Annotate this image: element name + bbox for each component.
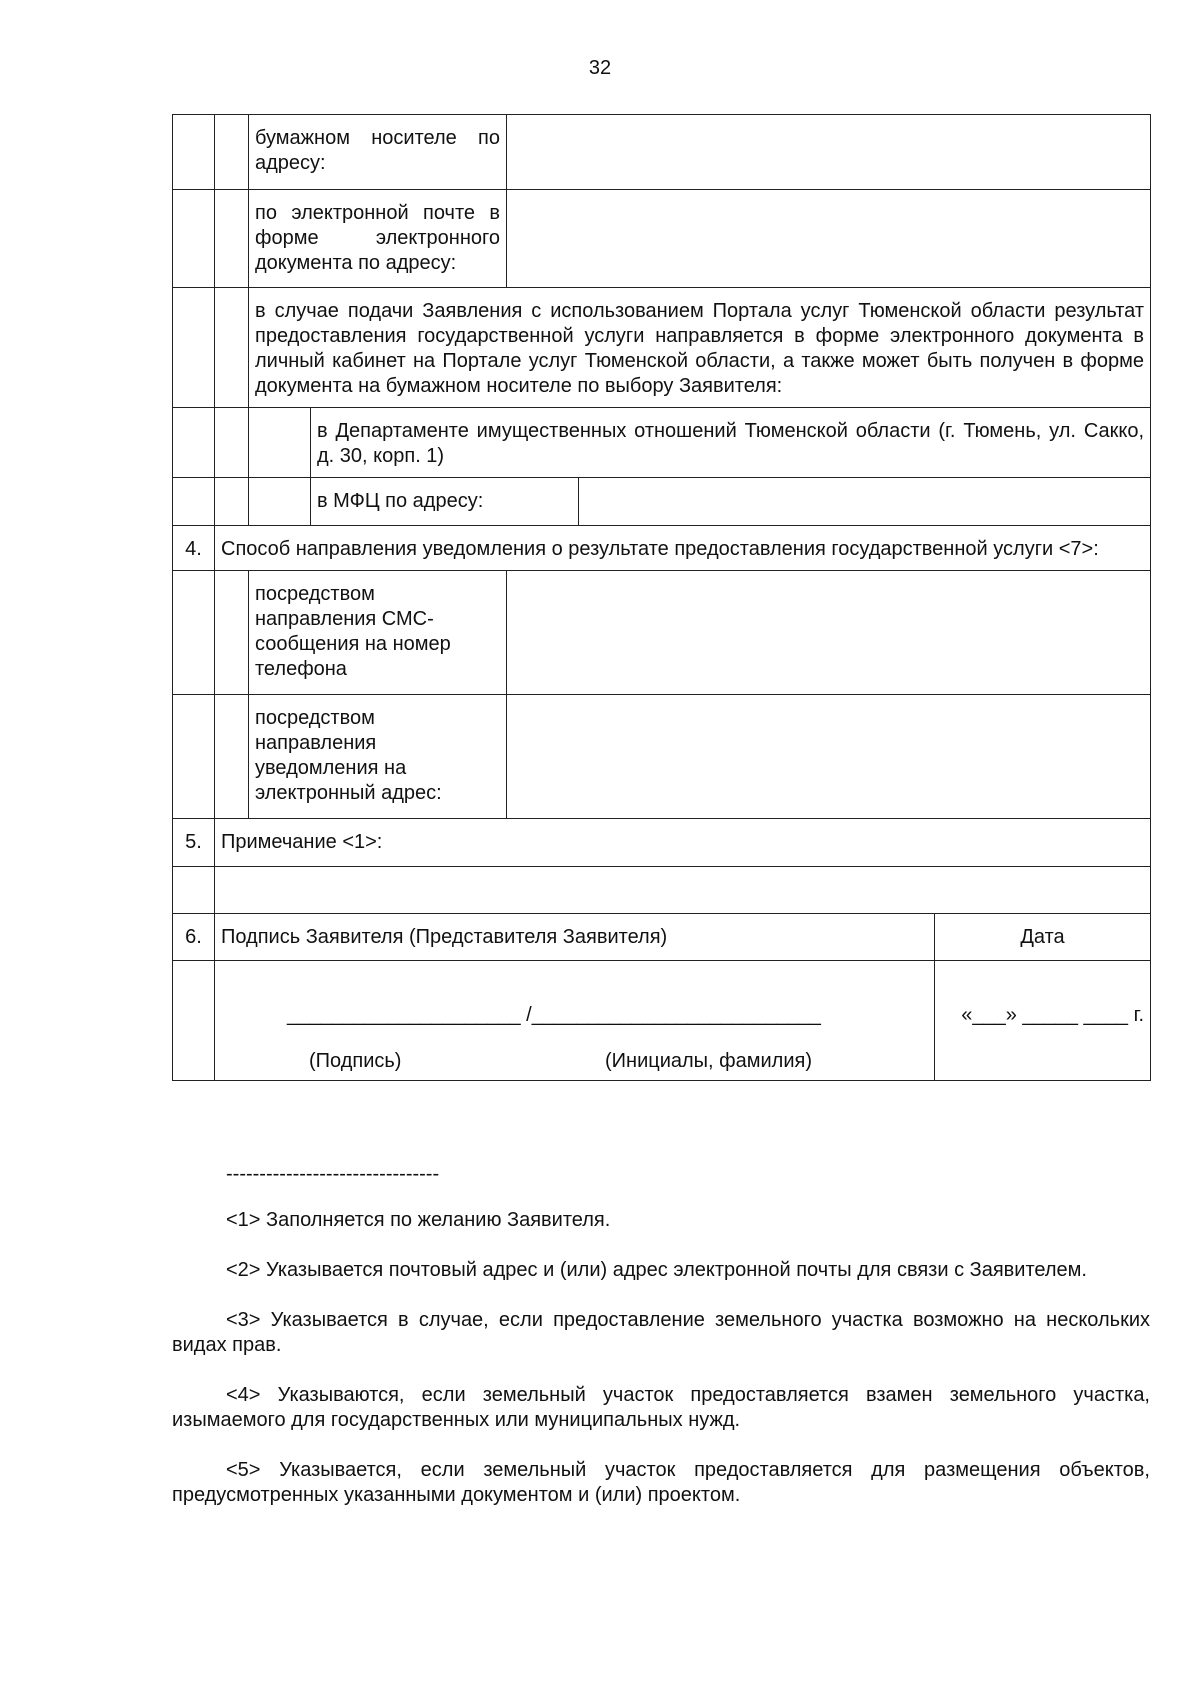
footnote-4: <4> Указываются, если земельный участок предоставляется взамен земельного участка, изымаемого для государственных или муниципальных нужд. xyxy=(172,1384,1150,1431)
left-border-cell xyxy=(173,190,215,288)
left-border-cell xyxy=(173,961,215,1081)
portal-text: в случае подачи Заявления с использованием Портала услуг Тюменской области результат предоставления государственной услуги направляется в форме электронного документа в личный кабинет на Портале услуг Тюменской области, а также может быть получен в форме документа на бумажном носителе по выбору Заявителя: xyxy=(249,288,1151,408)
mfc-checkbox-cell[interactable] xyxy=(249,478,311,526)
indent-cell xyxy=(215,190,249,288)
left-border-cell xyxy=(173,115,215,190)
initials-caption: (Инициалы, фамилия) xyxy=(605,1050,812,1072)
sms-label: посредством направления СМС-сообщения на номер телефона xyxy=(249,571,507,695)
footnote-2: <2> Указывается почтовый адрес и (или) адрес электронной почты для связи с Заявителем. xyxy=(226,1259,1087,1281)
footnote-1: <1> Заполняется по желанию Заявителя. xyxy=(226,1209,611,1231)
note-field[interactable] xyxy=(215,867,1151,914)
department-checkbox-cell[interactable] xyxy=(249,408,311,478)
signature-line: _____________________ /__________________________ xyxy=(287,1004,821,1026)
section-4-text: Способ направления уведомления о результате предоставления государственной услуги <7>: xyxy=(215,526,1151,571)
footnote-5: <5> Указывается, если земельный участок предоставляется для размещения объектов, предусмотренных указанными документом и (или) проектом. xyxy=(172,1459,1150,1506)
paper-address-label: бумажном носителе по адресу: xyxy=(249,115,507,190)
mfc-label: в МФЦ по адресу: xyxy=(311,478,579,526)
date-cell[interactable] xyxy=(935,961,1151,1081)
left-border-cell xyxy=(173,571,215,695)
indent-cell xyxy=(215,478,249,526)
indent-cell xyxy=(215,115,249,190)
section-5-text: Примечание <1>: xyxy=(215,819,1151,867)
indent-cell xyxy=(215,571,249,695)
left-border-cell xyxy=(173,288,215,408)
left-border-cell xyxy=(173,695,215,819)
indent-cell xyxy=(215,695,249,819)
indent-cell xyxy=(215,288,249,408)
email-notify-label: посредством направления уведомления на электронный адрес: xyxy=(249,695,507,819)
email-notify-field[interactable] xyxy=(507,695,1151,819)
left-border-cell xyxy=(173,478,215,526)
sms-phone-field[interactable] xyxy=(507,571,1151,695)
section-4-number: 4. xyxy=(173,526,215,571)
footnotes xyxy=(172,1162,1150,1533)
section-6-text: Подпись Заявителя (Представителя Заявителя) xyxy=(215,914,935,961)
date-header: Дата xyxy=(935,914,1151,961)
footnote-separator: -------------------------------- xyxy=(226,1163,440,1185)
indent-cell xyxy=(215,408,249,478)
section-5-number: 5. xyxy=(173,819,215,867)
footnote-3: <3> Указывается в случае, если предоставление земельного участка возможно на нескольких видах прав. xyxy=(172,1309,1150,1356)
mfc-address-field[interactable] xyxy=(579,478,1151,526)
application-form-table xyxy=(172,114,1151,1081)
left-border-cell xyxy=(173,867,215,914)
email-address-label: по электронной почте в форме электронного документа по адресу: xyxy=(249,190,507,288)
paper-address-field[interactable] xyxy=(507,115,1151,190)
left-border-cell xyxy=(173,408,215,478)
date-line: «___» _____ ____ г. xyxy=(961,1004,1145,1026)
email-address-field[interactable] xyxy=(507,190,1151,288)
signature-cell[interactable] xyxy=(215,961,935,1081)
page-number: 32 xyxy=(588,57,612,79)
signature-caption: (Подпись) xyxy=(309,1050,402,1072)
department-text: в Департаменте имущественных отношений Тюменской области (г. Тюмень, ул. Сакко, д. 30, корп. 1) xyxy=(311,408,1151,478)
section-6-number: 6. xyxy=(173,914,215,961)
